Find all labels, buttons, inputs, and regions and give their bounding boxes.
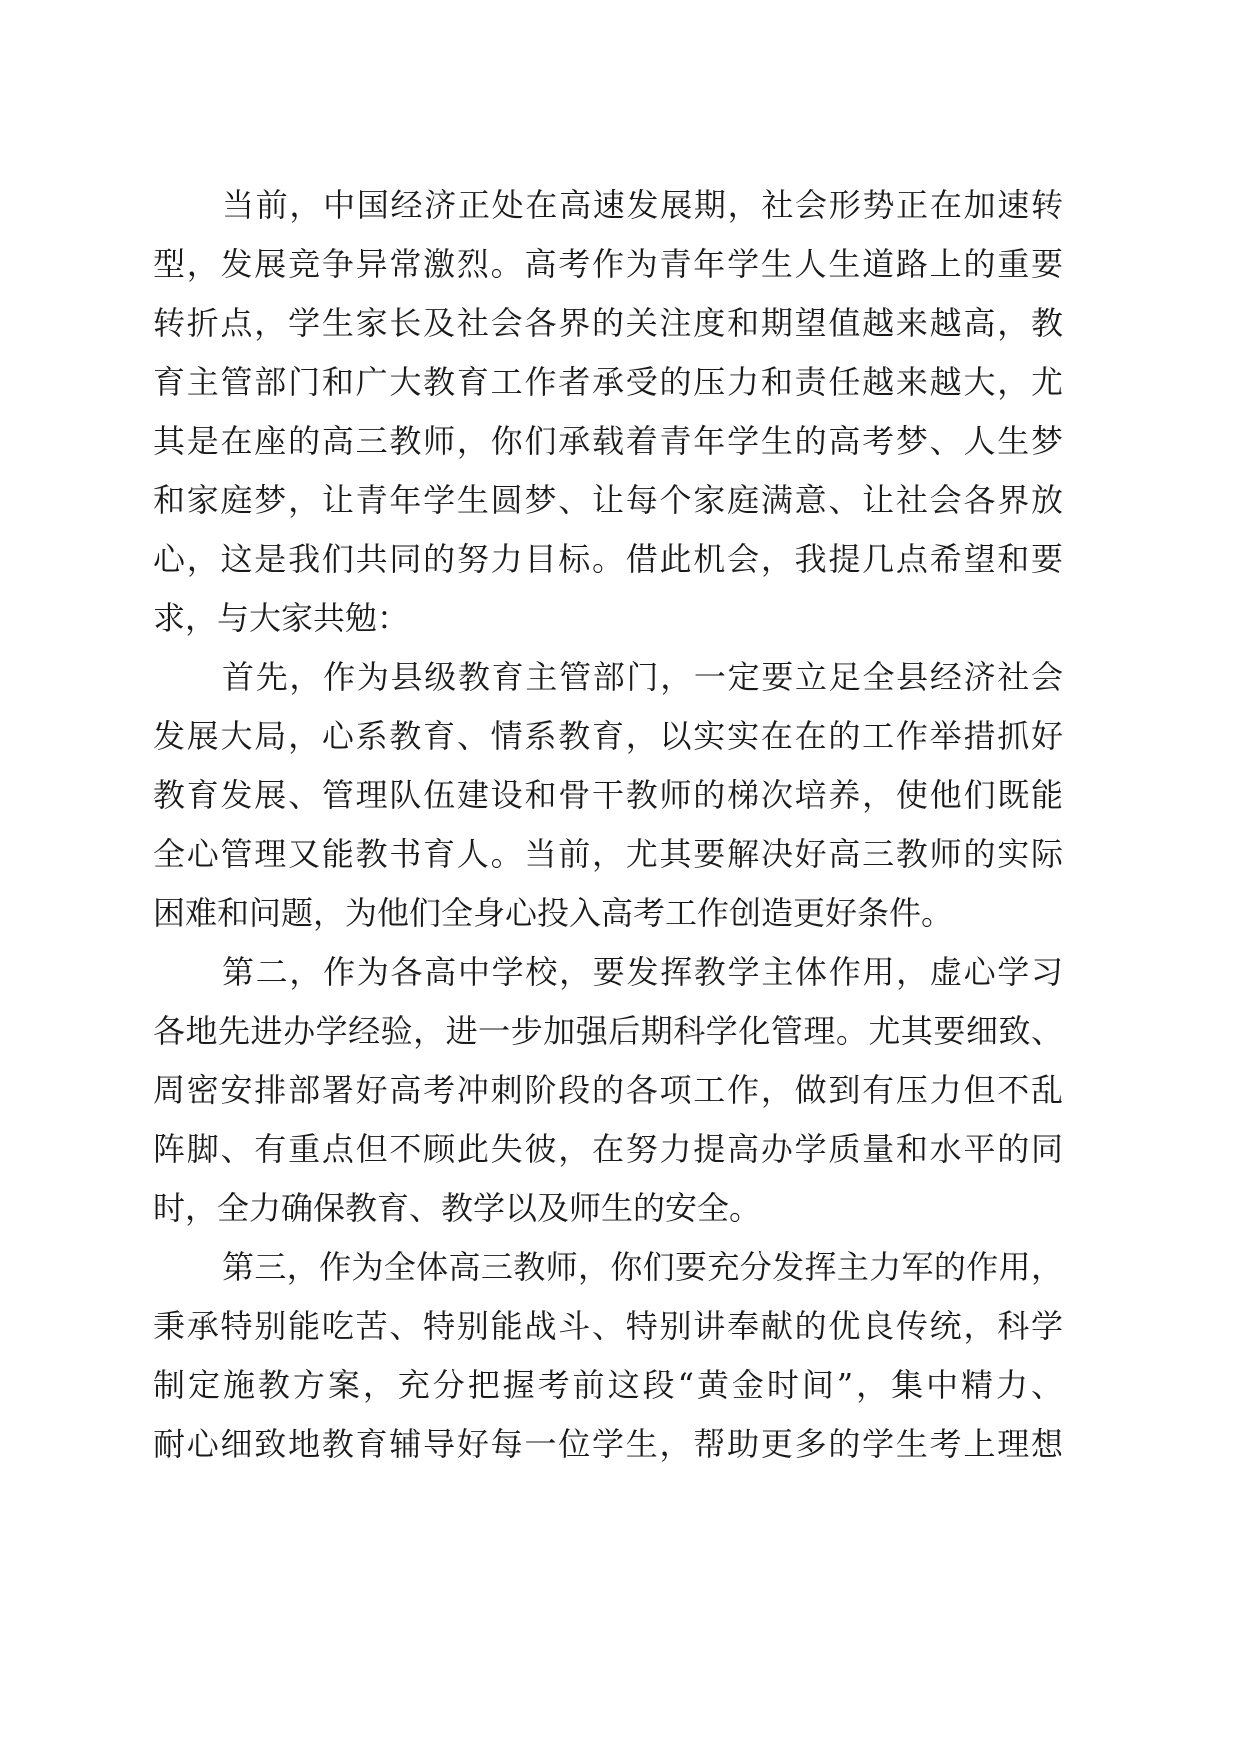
- text-line: 教育发展、管理队伍建设和骨干教师的梯次培养，使他们既能: [153, 776, 1063, 814]
- paragraph-third: [153, 1238, 1063, 1474]
- paragraph-intro: [153, 176, 1063, 648]
- text-line: 制定施教方案，充分把握考前这段“黄金时间”，集中精力、: [153, 1366, 1063, 1404]
- text-line: 首先，作为县级教育主管部门，一定要立足全县经济社会: [222, 658, 1063, 696]
- text-line: 育主管部门和广大教育工作者承受的压力和责任越来越大，尤: [153, 363, 1063, 401]
- text-line: 阵脚、有重点但不顾此失彼，在努力提高办学质量和水平的同: [153, 1130, 1063, 1168]
- text-line: 转折点，学生家长及社会各界的关注度和期望值越来越高，教: [153, 304, 1063, 342]
- text-line: 其是在座的高三教师，你们承载着青年学生的高考梦、人生梦: [153, 422, 1063, 460]
- text-line: 求，与大家共勉：: [153, 599, 410, 637]
- text-line: 时，全力确保教育、教学以及师生的安全。: [153, 1189, 762, 1227]
- text-line: 第三，作为全体高三教师，你们要充分发挥主力军的作用，: [222, 1248, 1063, 1286]
- text-line: 和家庭梦，让青年学生圆梦、让每个家庭满意、让社会各界放: [153, 481, 1063, 519]
- text-line: 发展大局，心系教育、情系教育，以实实在在的工作举措抓好: [153, 717, 1063, 755]
- text-line: 耐心细致地教育辅导好每一位学生，帮助更多的学生考上理想: [153, 1425, 1063, 1463]
- text-line: 困难和问题，为他们全身心投入高考工作创造更好条件。: [153, 894, 954, 932]
- text-line: 周密安排部署好高考冲刺阶段的各项工作，做到有压力但不乱: [153, 1071, 1063, 1109]
- text-line: 型，发展竞争异常激烈。高考作为青年学生人生道路上的重要: [153, 245, 1063, 283]
- text-line: 秉承特别能吃苦、特别能战斗、特别讲奉献的优良传统，科学: [153, 1307, 1063, 1345]
- text-line: 第二，作为各高中学校，要发挥教学主体作用，虚心学习: [222, 953, 1063, 991]
- paragraph-second: [153, 943, 1063, 1238]
- text-line: 全心管理又能教书育人。当前，尤其要解决好高三教师的实际: [153, 835, 1063, 873]
- text-line: 心，这是我们共同的努力目标。借此机会，我提几点希望和要: [153, 540, 1063, 578]
- text-line: 各地先进办学经验，进一步加强后期科学化管理。尤其要细致、: [153, 1012, 1063, 1050]
- body-text: [153, 176, 1063, 1474]
- paragraph-first: [153, 648, 1063, 943]
- text-line: 当前，中国经济正处在高速发展期，社会形势正在加速转: [222, 186, 1063, 224]
